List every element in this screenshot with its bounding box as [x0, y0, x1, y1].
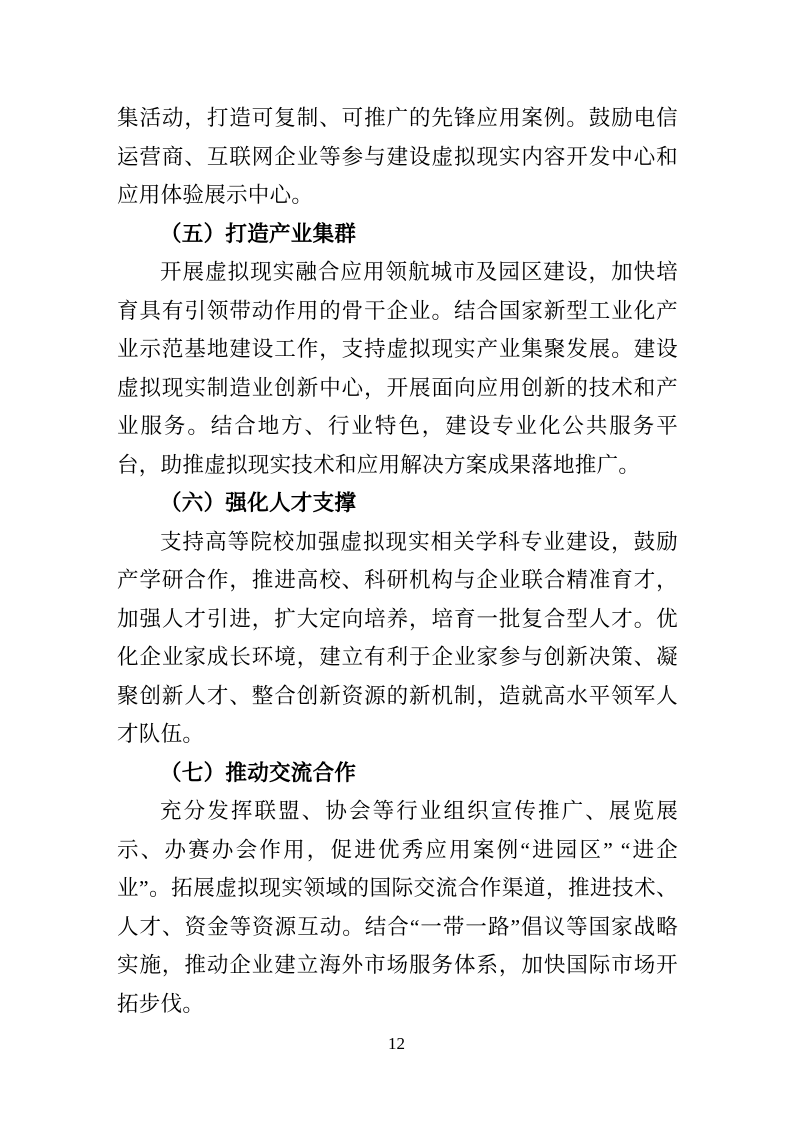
section-heading-seven: （七）推动交流合作 — [160, 760, 357, 785]
document-body — [117, 99, 678, 1023]
section-heading-five: （五）打造产业集群 — [160, 221, 357, 246]
section-heading-six: （六）强化人才支撑 — [160, 491, 357, 515]
paragraph-exchange-cooperation: 充分发挥联盟、协会等行业组织宣传推广、展览展示、办赛办会作用，促进优秀应用案例“进园区” “进企业”。拓展虚拟现实领域的国际交流合作渠道，推进技术、人才、资金等资源互动。结合“一带一路”倡议等国家战略实施，推动企业建立海外市场服务体系，加快国际市场开拓步伐。 — [117, 799, 678, 1016]
paragraph-industry-clusters: 开展虚拟现实融合应用领航城市及园区建设，加快培育具有引领带动作用的骨干企业。结合国家新型工业化产业示范基地建设工作，支持虚拟现实产业集聚发展。建设虚拟现实制造业创新中心，开展面向应用创新的技术和产业服务。结合地方、行业特色，建设专业化公共服务平台，助推虚拟现实技术和应用解决方案成果落地推广。 — [117, 260, 678, 477]
page-number: 12 — [388, 1034, 405, 1053]
paragraph-continuation: 集活动，打造可复制、可推广的先锋应用案例。鼓励电信运营商、互联网企业等参与建设虚拟现实内容开发中心和应用体验展示中心。 — [117, 106, 678, 207]
paragraph-talent-support: 支持高等院校加强虚拟现实相关学科专业建设，鼓励产学研合作，推进高校、科研机构与企业联合精准育才，加强人才引进，扩大定向培养，培育一批复合型人才。优化企业家成长环境，建立有利于企业家参与创新决策、凝聚创新人才、整合创新资源的新机制，造就高水平领军人才队伍。 — [117, 529, 678, 746]
